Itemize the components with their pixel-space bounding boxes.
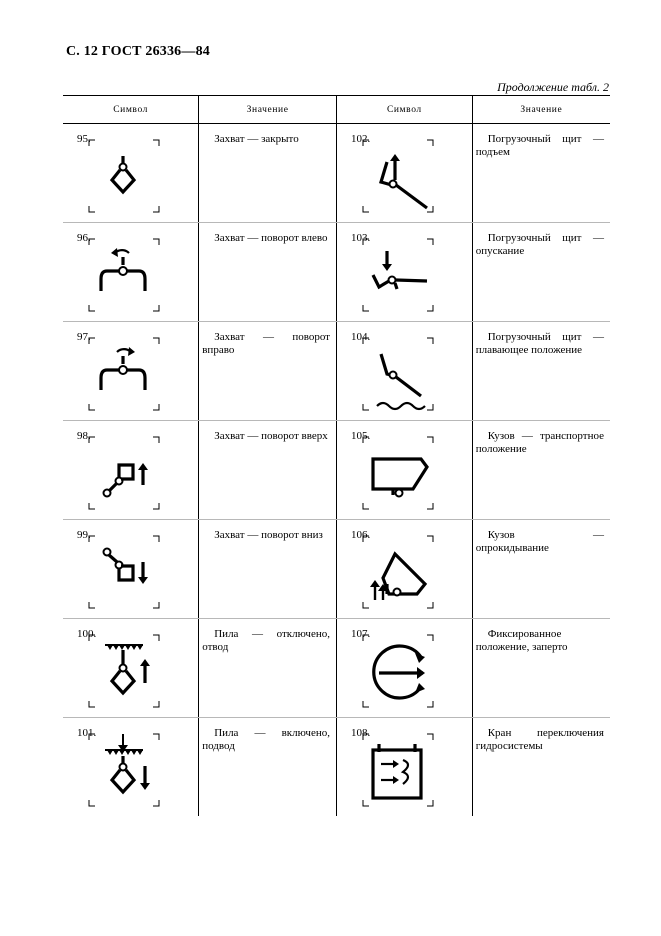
hydraulic-valve-icon: [359, 726, 437, 812]
meaning-cell: [472, 322, 610, 421]
symbol-graphic: [359, 231, 437, 322]
symbol-number: 96.: [77, 232, 91, 244]
symbol-cell: [336, 322, 472, 421]
symbol-cell: [336, 619, 472, 718]
page-header: С. 12 ГОСТ 26336—84: [66, 44, 210, 59]
symbol-graphic: [359, 726, 437, 817]
symbol-number: 100.: [77, 628, 97, 640]
fixed-locked-icon: [359, 627, 437, 713]
table-row: [63, 124, 610, 223]
grab-rotate-left-icon: [85, 231, 163, 317]
symbol-meaning: Погрузочный щит — подъем: [475, 133, 604, 158]
symbol-meaning: Захват — поворот вниз: [214, 529, 323, 541]
symbol-graphic: [359, 429, 437, 520]
symbol-number: 103.: [350, 232, 371, 244]
symbol-cell: [63, 619, 199, 718]
symbol-number: 105.: [350, 430, 371, 442]
symbol-meaning: Захват — поворот вправо: [202, 331, 330, 356]
meaning-cell: [199, 322, 337, 421]
symbol-graphic: [85, 726, 163, 817]
symbol-number: 95.: [77, 133, 91, 145]
meaning-cell: [472, 718, 610, 817]
symbol-graphic: [85, 528, 163, 619]
symbol-cell: [63, 718, 199, 817]
symbol-cell: [63, 223, 199, 322]
table-row: [63, 619, 610, 718]
symbol-cell: [63, 322, 199, 421]
column-header-meaning: Значение: [199, 96, 337, 124]
symbol-graphic: [85, 231, 163, 322]
symbol-number: 97.: [77, 331, 91, 343]
symbol-graphic: [85, 627, 163, 718]
table-continuation-note: Продолжение табл. 2: [497, 80, 609, 94]
meaning-cell: [199, 124, 337, 223]
meaning-cell: [199, 421, 337, 520]
table-header-row: [63, 96, 610, 124]
meaning-cell: [472, 619, 610, 718]
symbol-graphic: [85, 330, 163, 421]
column-header-symbol: Символ: [63, 96, 199, 124]
body-transport-icon: [359, 429, 437, 515]
symbol-number: 98.: [77, 430, 91, 442]
symbol-graphic: [359, 330, 437, 421]
symbol-cell: [336, 124, 472, 223]
table-row: [63, 718, 610, 817]
symbol-meaning: Погрузочный щит — опускание: [475, 232, 604, 257]
symbol-meaning: Кузов — транспортное положение: [475, 430, 604, 455]
table-row: [63, 223, 610, 322]
meaning-cell: [472, 520, 610, 619]
symbol-meaning: Пила — отключено, отвод: [202, 628, 330, 653]
symbol-cell: [336, 421, 472, 520]
column-header-meaning: Значение: [472, 96, 610, 124]
body-tipping-icon: [359, 528, 437, 614]
symbol-number: 106.: [350, 529, 371, 541]
symbol-number: 102.: [350, 133, 371, 145]
symbol-cell: [63, 421, 199, 520]
symbol-number: 107.: [350, 628, 371, 640]
meaning-cell: [199, 223, 337, 322]
column-header-symbol: Символ: [336, 96, 472, 124]
symbol-number: 104.: [350, 331, 371, 343]
table-row: [63, 421, 610, 520]
symbol-graphic: [359, 132, 437, 223]
meaning-cell: [472, 124, 610, 223]
grab-rotate-down-icon: [85, 528, 163, 614]
symbol-meaning: Захват — поворот влево: [214, 232, 328, 244]
symbol-number: 101.: [77, 727, 97, 739]
saw-on-icon: [85, 726, 163, 812]
symbols-table: [63, 95, 610, 819]
symbol-graphic: [85, 132, 163, 223]
table-row: [63, 322, 610, 421]
symbol-cell: [63, 124, 199, 223]
grab-rotate-up-icon: [85, 429, 163, 515]
symbol-cell: [336, 520, 472, 619]
loader-shield-float-icon: [359, 330, 437, 416]
symbol-number: 99.: [77, 529, 91, 541]
symbol-cell: [336, 718, 472, 817]
meaning-cell: [199, 619, 337, 718]
meaning-cell: [199, 718, 337, 817]
meaning-cell: [199, 520, 337, 619]
symbol-meaning: Кузов — опрокидывание: [475, 529, 604, 554]
table-row: [63, 520, 610, 619]
symbol-graphic: [359, 528, 437, 619]
saw-off-icon: [85, 627, 163, 713]
symbol-cell: [63, 520, 199, 619]
loader-shield-up-icon: [359, 132, 437, 218]
symbol-graphic: [359, 627, 437, 718]
symbol-meaning: Фиксированное положение, заперто: [475, 628, 568, 653]
symbol-meaning: Захват — поворот вверх: [214, 430, 328, 442]
symbol-graphic: [85, 429, 163, 520]
symbol-meaning: Захват — закрыто: [214, 133, 299, 145]
symbol-meaning: Погрузочный щит — плавающее положение: [475, 331, 604, 356]
symbol-number: 108.: [350, 727, 371, 739]
symbol-meaning: Кран переключения гидросистемы: [475, 727, 604, 752]
grab-closed-icon: [85, 132, 163, 218]
grab-rotate-right-icon: [85, 330, 163, 416]
symbol-meaning: Пила — включено, подвод: [202, 727, 330, 752]
symbol-cell: [336, 223, 472, 322]
meaning-cell: [472, 421, 610, 520]
loader-shield-down-icon: [359, 231, 437, 317]
meaning-cell: [472, 223, 610, 322]
